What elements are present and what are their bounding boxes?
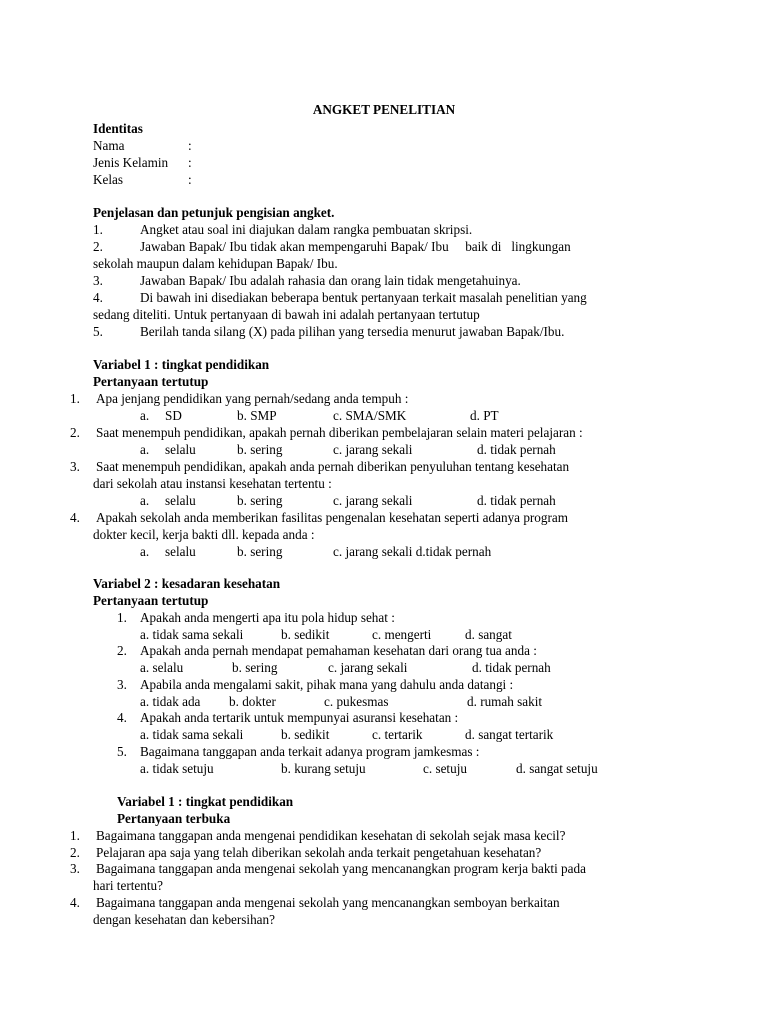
- field-jenis-kelamin-sep: :: [188, 155, 192, 170]
- answer-option: selalu: [165, 544, 196, 559]
- answer-option: b. SMP: [237, 408, 277, 423]
- question-text: dengan kesehatan dan kebersihan?: [93, 912, 275, 927]
- question-number: 1.: [117, 610, 127, 625]
- answer-option: a. tidak ada: [140, 694, 201, 709]
- answer-option: b. sedikit: [281, 727, 330, 742]
- answer-option-letter: a.: [140, 493, 150, 508]
- answer-option: b. sering: [237, 493, 283, 508]
- answer-option: d. sangat: [465, 627, 512, 642]
- variabel-1-heading: Variabel 1 : tingkat pendidikan: [93, 357, 270, 372]
- answer-option: d. tidak pernah: [477, 442, 556, 457]
- field-kelas-label: Kelas: [93, 172, 124, 187]
- question-number: 1.: [70, 828, 80, 843]
- answer-option: c. setuju: [423, 761, 467, 776]
- petunjuk-item-text: sedang diteliti. Untuk pertanyaan di bawah ini adalah pertanyaan tertutup: [93, 307, 480, 322]
- answer-option: a. tidak setuju: [140, 761, 214, 776]
- petunjuk-heading: Penjelasan dan petunjuk pengisian angket.: [93, 205, 335, 220]
- petunjuk-item-number: 3.: [93, 273, 103, 288]
- question-text: Apabila anda mengalami sakit, pihak mana yang dahulu anda datangi :: [140, 677, 514, 692]
- petunjuk-item-number: 2.: [93, 239, 103, 254]
- answer-option: c. mengerti: [372, 627, 432, 642]
- question-text: Saat menempuh pendidikan, apakah pernah diberikan pembelajaran selain materi pelajaran :: [96, 425, 583, 440]
- answer-option: c. jarang sekali d.tidak pernah: [333, 544, 492, 559]
- question-number: 2.: [70, 845, 80, 860]
- field-kelas-sep: :: [188, 172, 192, 187]
- question-text: Pelajaran apa saja yang telah diberikan sekolah anda terkait pengetahuan kesehatan?: [96, 845, 542, 860]
- answer-option: c. SMA/SMK: [333, 408, 407, 423]
- question-text: Bagaimana tanggapan anda mengenai sekolah yang mencanangkan semboyan berkaitan: [96, 895, 560, 910]
- petunjuk-item-text: sekolah maupun dalam kehidupan Bapak/ Ibu.: [93, 256, 338, 271]
- question-text: dokter kecil, kerja bakti dll. kepada anda :: [93, 527, 315, 542]
- answer-option-letter: a.: [140, 408, 150, 423]
- petunjuk-item-text: Di bawah ini disediakan beberapa bentuk pertanyaan terkait masalah penelitian yang: [140, 290, 587, 305]
- answer-option: c. tertarik: [372, 727, 423, 742]
- question-number: 4.: [70, 510, 80, 525]
- answer-option: selalu: [165, 442, 196, 457]
- answer-option: a. selalu: [140, 660, 184, 675]
- answer-option: d. tidak pernah: [472, 660, 551, 675]
- field-nama-label: Nama: [93, 138, 125, 153]
- field-jenis-kelamin-label: Jenis Kelamin: [93, 155, 169, 170]
- answer-option: b. sedikit: [281, 627, 330, 642]
- question-text: Apakah sekolah anda memberikan fasilitas pengenalan kesehatan seperti adanya program: [96, 510, 568, 525]
- answer-option-letter: a.: [140, 442, 150, 457]
- identitas-heading: Identitas: [93, 121, 143, 136]
- variabel-terbuka-heading: Variabel 1 : tingkat pendidikan: [117, 794, 294, 809]
- answer-option: c. jarang sekali: [333, 493, 413, 508]
- question-number: 5.: [117, 744, 127, 759]
- question-text: Bagaimana tanggapan anda mengenai pendidikan kesehatan di sekolah sejak masa kecil?: [96, 828, 566, 843]
- petunjuk-item-text: Berilah tanda silang (X) pada pilihan yang tersedia menurut jawaban Bapak/Ibu.: [140, 324, 565, 339]
- answer-option: c. jarang sekali: [333, 442, 413, 457]
- petunjuk-item-number: 4.: [93, 290, 103, 305]
- answer-option: a. tidak sama sekali: [140, 727, 244, 742]
- petunjuk-item-text: Jawaban Bapak/ Ibu tidak akan mempengaruhi Bapak/ Ibu baik di lingkungan: [140, 239, 571, 254]
- question-text: Apakah anda pernah mendapat pemahaman kesehatan dari orang tua anda :: [140, 643, 537, 658]
- answer-option: d. rumah sakit: [467, 694, 543, 709]
- answer-option: b. kurang setuju: [281, 761, 366, 776]
- answer-option: d. sangat setuju: [516, 761, 598, 776]
- question-number: 2.: [70, 425, 80, 440]
- variabel-1-subheading: Pertanyaan tertutup: [93, 374, 209, 389]
- answer-option: a. tidak sama sekali: [140, 627, 244, 642]
- question-number: 4.: [70, 895, 80, 910]
- question-text: Apakah anda tertarik untuk mempunyai asuransi kesehatan :: [140, 710, 459, 725]
- answer-option: c. pukesmas: [324, 694, 389, 709]
- variabel-2-subheading: Pertanyaan tertutup: [93, 593, 209, 608]
- question-number: 1.: [70, 391, 80, 406]
- answer-option: b. dokter: [229, 694, 276, 709]
- field-nama-sep: :: [188, 138, 192, 153]
- document-title: ANGKET PENELITIAN: [312, 102, 456, 117]
- answer-option: b. sering: [232, 660, 278, 675]
- answer-option: b. sering: [237, 544, 283, 559]
- question-number: 3.: [70, 861, 80, 876]
- answer-option-letter: a.: [140, 544, 150, 559]
- answer-option: selalu: [165, 493, 196, 508]
- question-text: Apakah anda mengerti apa itu pola hidup sehat :: [140, 610, 395, 625]
- question-text: hari tertentu?: [93, 878, 163, 893]
- petunjuk-item-text: Jawaban Bapak/ Ibu adalah rahasia dan orang lain tidak mengetahuinya.: [140, 273, 521, 288]
- variabel-2-heading: Variabel 2 : kesadaran kesehatan: [93, 576, 281, 591]
- petunjuk-item-number: 5.: [93, 324, 103, 339]
- variabel-terbuka-subheading: Pertanyaan terbuka: [117, 811, 231, 826]
- answer-option: d. sangat tertarik: [465, 727, 554, 742]
- answer-option: d. PT: [470, 408, 499, 423]
- question-number: 3.: [70, 459, 80, 474]
- question-text: dari sekolah atau instansi kesehatan tertentu :: [93, 476, 332, 491]
- question-number: 4.: [117, 710, 127, 725]
- answer-option: d. tidak pernah: [477, 493, 556, 508]
- question-text: Saat menempuh pendidikan, apakah anda pernah diberikan penyuluhan tentang kesehatan: [96, 459, 570, 474]
- question-number: 2.: [117, 643, 127, 658]
- question-text: Bagaimana tanggapan anda mengenai sekolah yang mencanangkan program kerja bakti pada: [96, 861, 586, 876]
- answer-option: SD: [165, 408, 182, 423]
- answer-option: b. sering: [237, 442, 283, 457]
- petunjuk-item-text: Angket atau soal ini diajukan dalam rangka pembuatan skripsi.: [140, 222, 473, 237]
- question-text: Apa jenjang pendidikan yang pernah/sedang anda tempuh :: [96, 391, 409, 406]
- question-text: Bagaimana tanggapan anda terkait adanya program jamkesmas :: [140, 744, 480, 759]
- question-number: 3.: [117, 677, 127, 692]
- answer-option: c. jarang sekali: [328, 660, 408, 675]
- petunjuk-item-number: 1.: [93, 222, 103, 237]
